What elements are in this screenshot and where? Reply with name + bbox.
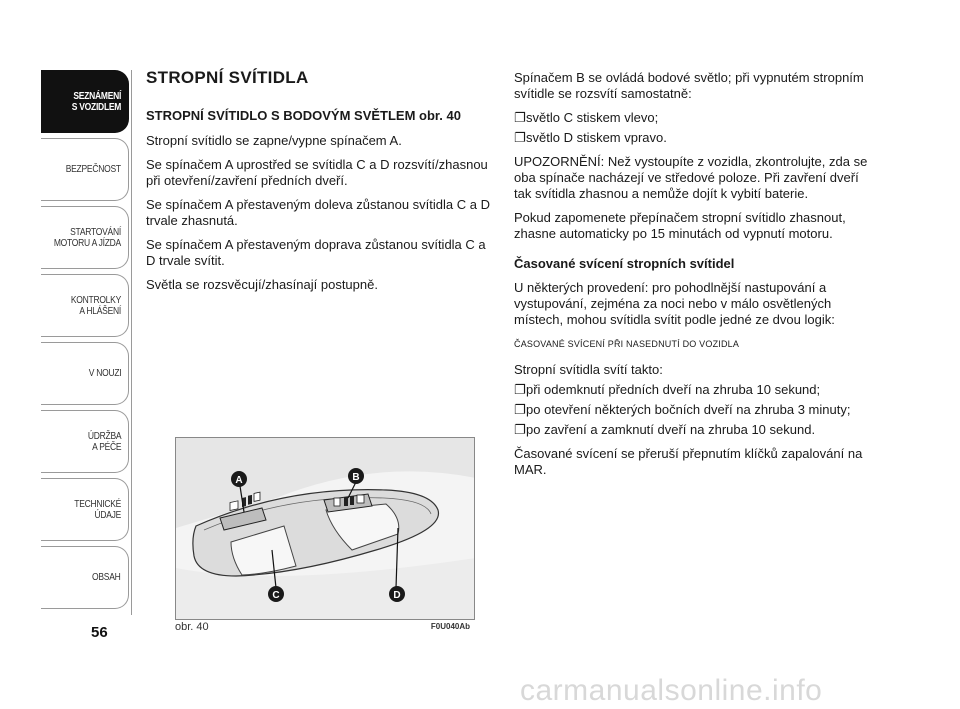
callout-b [348, 468, 364, 484]
checkbox-icon: ❐ [514, 402, 526, 417]
left-column [146, 70, 496, 301]
paragraph: U některých provedení: pro pohodlnější nastupování a vystupování, zejména za noci nebo v málo osvětlených místech, mohou svítidla svítit podle jedné ze dvou logik: [514, 280, 835, 327]
paragraph: Se spínačem A přestaveným doprava zůstanou svítidla C a D trvale svítit. [146, 237, 486, 268]
tab-seznameni-s-vozidlem[interactable]: SEZNÁMENÍ S VOZIDLEM [41, 70, 129, 133]
figure-caption [175, 621, 475, 633]
tab-kontrolky[interactable]: KONTROLKY A HLÁŠENÍ [41, 274, 129, 337]
svg-text:C: C [272, 590, 280, 601]
svg-text:A: A [235, 475, 243, 486]
list-item: ❐ světlo D stiskem vpravo. [514, 130, 667, 145]
figure-code: F0U040Ab [430, 622, 470, 631]
list-item: ❐ po otevření některých bočních dveří na zhruba 3 minuty; [514, 402, 851, 417]
ceiling-light-illustration [176, 438, 475, 620]
tab-obsah[interactable]: OBSAH [41, 546, 129, 609]
paragraph: Pokud zapomenete přepínačem stropní svítidlo zhasnout, zhasne automaticky po 15 minutách od vypnutí motoru. [514, 210, 846, 241]
watermark: carmanualsonline.info [520, 674, 823, 707]
paragraph: Časované svícení se přeruší přepnutím klíčků zapalování na MAR. [514, 446, 863, 477]
figure-label: obr. 40 [175, 621, 209, 633]
list-item: ❐ při odemknutí předních dveří na zhruba 10 sekund; [514, 382, 821, 397]
paragraph: Se spínačem A přestaveným doleva zůstanou svítidla C a D trvale zhasnutá. [146, 197, 490, 228]
checkbox-icon: ❐ [514, 422, 526, 437]
section-title: STROPNÍ SVÍTIDLA [146, 68, 309, 87]
checkbox-icon: ❐ [514, 130, 526, 145]
paragraph: Světla se rozsvěcují/zhasínají postupně. [146, 277, 378, 292]
warning-paragraph: UPOZORNĚNÍ: Než vystoupíte z vozidla, zkontrolujte, zda se oba spínače nacházejí ve středové poloze. Při zavření dveří tak svítidla zhasnou a nemůže dojít k vybití baterie. [514, 154, 868, 201]
tab-technicke-udaje[interactable]: TECHNICKÉ ÚDAJE [41, 478, 129, 541]
callout-a [231, 471, 247, 487]
paragraph: Spínačem B se ovládá bodové světlo; při vypnutém stropním svítidle se rozsvítí samostatně: [514, 70, 864, 101]
tab-udrzba[interactable]: ÚDRŽBA A PÉČE [41, 410, 129, 473]
right-column [514, 70, 874, 486]
checkbox-icon: ❐ [514, 110, 526, 125]
caps-heading: ČASOVANÉ SVÍCENÍ PŘI NASEDNUTÍ DO VOZIDLA [514, 339, 740, 349]
subsection-heading: Časované svícení stropních svítidel [514, 256, 735, 271]
figure-ceiling-light [175, 437, 475, 620]
paragraph: Stropní svítidlo se zapne/vypne spínačem A. [146, 133, 402, 148]
tab-startovani[interactable]: STARTOVÁNÍ MOTORU A JÍZDA [41, 206, 129, 269]
page-number: 56 [91, 624, 108, 641]
tab-bezpecnost[interactable]: BEZPEČNOST [41, 138, 129, 201]
sidebar-divider [131, 70, 132, 615]
callout-c [268, 586, 284, 602]
paragraph: Se spínačem A uprostřed se svítidla C a D rozsvítí/zhasnou při otevření/zavření předních dveří. [146, 157, 488, 188]
svg-text:D: D [393, 590, 401, 601]
list-item: ❐ světlo C stiskem vlevo; [514, 110, 659, 125]
checkbox-icon: ❐ [514, 382, 526, 397]
tab-v-nouzi[interactable]: V NOUZI [41, 342, 129, 405]
paragraph: Stropní svítidla svítí takto: [514, 362, 663, 377]
svg-text:B: B [352, 472, 360, 483]
callout-d [389, 586, 405, 602]
subsection-title: STROPNÍ SVÍTIDLO S BODOVÝM SVĚTLEM obr. 40 [146, 108, 461, 123]
list-item: ❐ po zavření a zamknutí dveří na zhruba 10 sekund. [514, 422, 816, 437]
